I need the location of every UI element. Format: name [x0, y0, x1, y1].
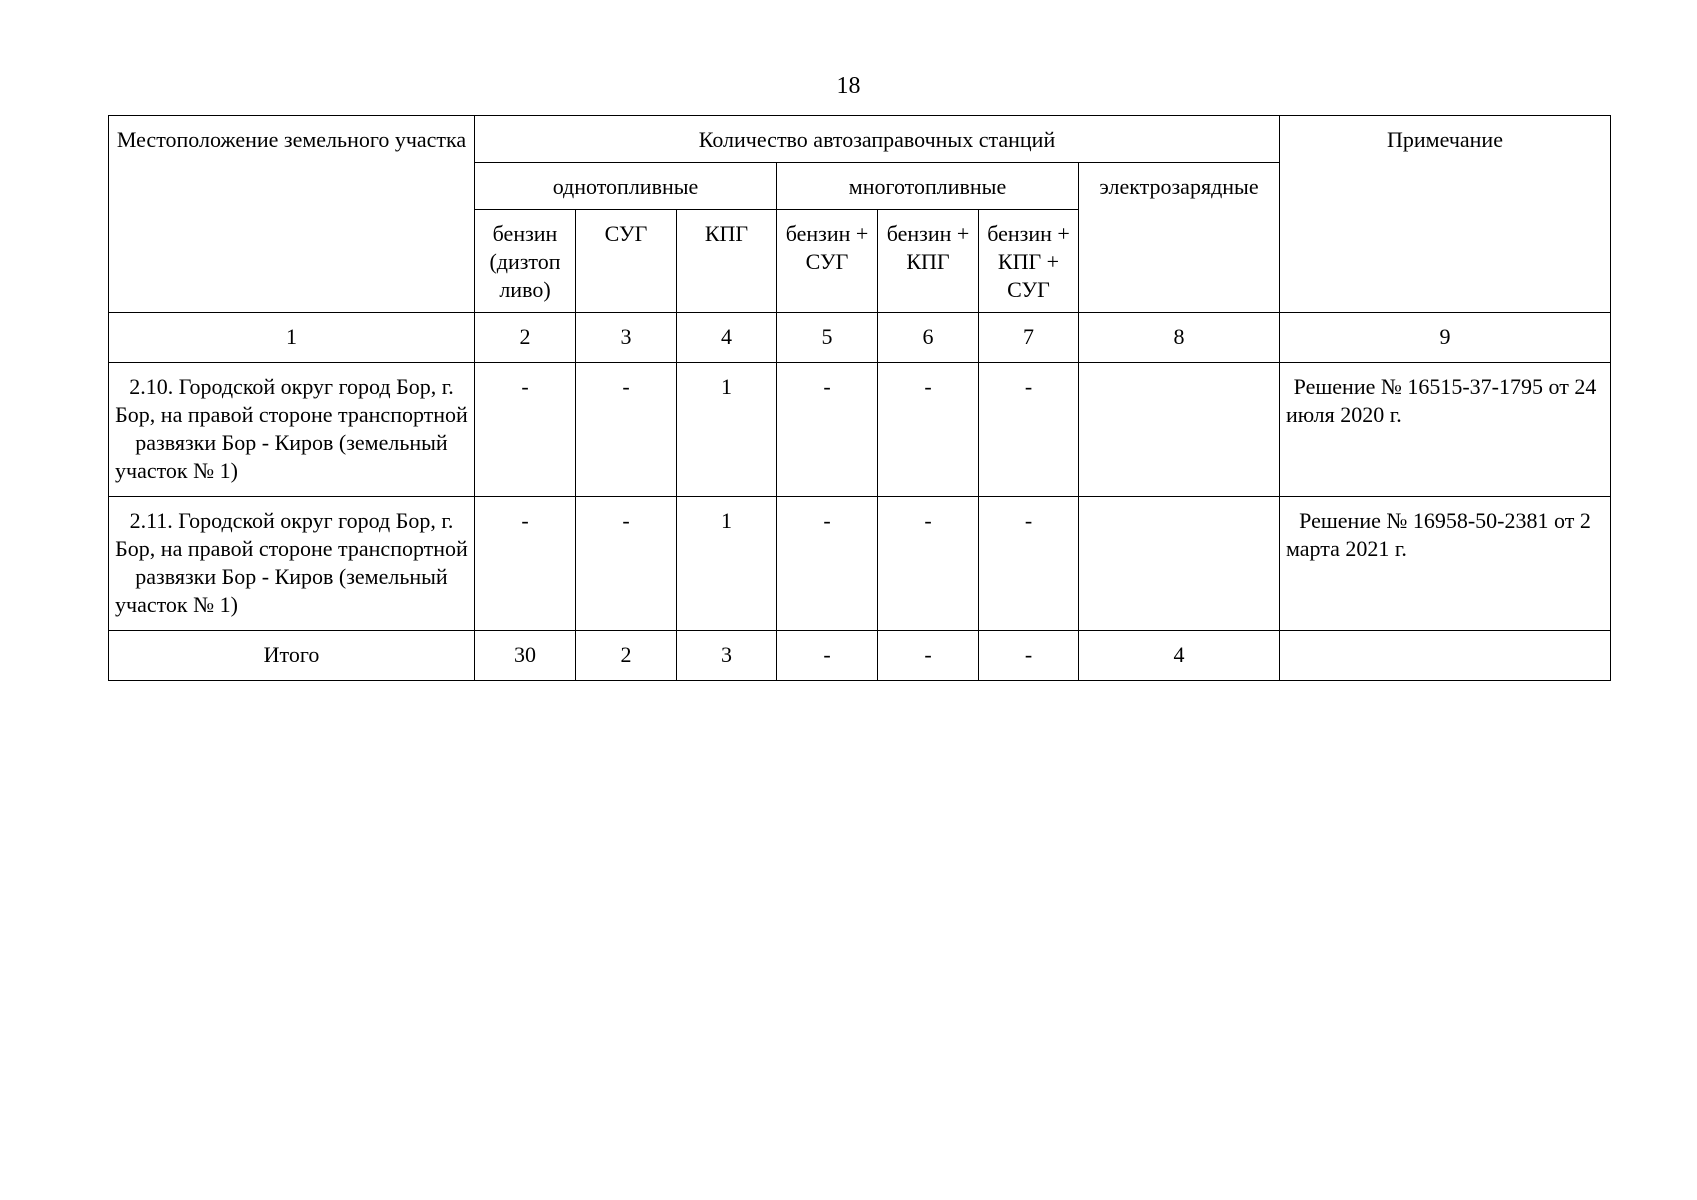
total-lpg: 2 [576, 631, 677, 681]
cell-petrol-diesel: - [475, 363, 576, 497]
cell-petrol-cng: - [878, 497, 979, 631]
header-stations-count: Количество автозаправочных станций [475, 116, 1280, 163]
header-petrol-cng: бензин + КПГ [878, 210, 979, 313]
column-number: 9 [1280, 313, 1611, 363]
column-number: 7 [979, 313, 1079, 363]
total-petrol-diesel: 30 [475, 631, 576, 681]
header-cng: КПГ [677, 210, 777, 313]
header-multi-fuel: многотопливные [777, 163, 1079, 210]
page-number: 18 [836, 73, 861, 99]
total-label: Итого [109, 631, 475, 681]
header-location: Местоположение земельного участка [109, 116, 475, 313]
total-row [109, 631, 1611, 681]
column-number: 4 [677, 313, 777, 363]
header-petrol-diesel: бензин (дизтоп ливо) [475, 210, 576, 313]
header-single-fuel: однотопливные [475, 163, 777, 210]
header-electric: электрозарядные [1079, 163, 1280, 313]
header-petrol-cng-lpg: бензин + КПГ + СУГ [979, 210, 1079, 313]
total-cng: 3 [677, 631, 777, 681]
cell-petrol-lpg: - [777, 497, 878, 631]
header-note: Примечание [1280, 116, 1611, 313]
cell-note: Решение № 16958-50-2381 от 2 марта 2021 г. [1280, 497, 1611, 631]
cell-petrol-cng-lpg: - [979, 363, 1079, 497]
cell-location: 2.10. Городской округ город Бор, г. Бор, на правой стороне транспортной развязки Бор - Киров (земельный участок № 1) [109, 363, 475, 497]
column-number: 6 [878, 313, 979, 363]
gas-stations-table [108, 115, 1611, 681]
cell-petrol-diesel: - [475, 497, 576, 631]
column-number: 8 [1079, 313, 1280, 363]
cell-cng: 1 [677, 497, 777, 631]
total-petrol-cng: - [878, 631, 979, 681]
header-lpg: СУГ [576, 210, 677, 313]
table-row [109, 497, 1611, 631]
column-number-row [109, 313, 1611, 363]
header-petrol-lpg: бензин + СУГ [777, 210, 878, 313]
cell-electric [1079, 363, 1280, 497]
cell-petrol-cng: - [878, 363, 979, 497]
cell-note: Решение № 16515-37-1795 от 24 июля 2020 г. [1280, 363, 1611, 497]
cell-petrol-lpg: - [777, 363, 878, 497]
header-row-group [109, 116, 1611, 163]
column-number: 1 [109, 313, 475, 363]
cell-petrol-cng-lpg: - [979, 497, 1079, 631]
total-electric: 4 [1079, 631, 1280, 681]
column-number: 5 [777, 313, 878, 363]
total-note [1280, 631, 1611, 681]
cell-electric [1079, 497, 1280, 631]
column-number: 2 [475, 313, 576, 363]
total-petrol-lpg: - [777, 631, 878, 681]
cell-lpg: - [576, 363, 677, 497]
table-row [109, 363, 1611, 497]
column-number: 3 [576, 313, 677, 363]
cell-location: 2.11. Городской округ город Бор, г. Бор, на правой стороне транспортной развязки Бор - Киров (земельный участок № 1) [109, 497, 475, 631]
cell-cng: 1 [677, 363, 777, 497]
total-petrol-cng-lpg: - [979, 631, 1079, 681]
cell-lpg: - [576, 497, 677, 631]
